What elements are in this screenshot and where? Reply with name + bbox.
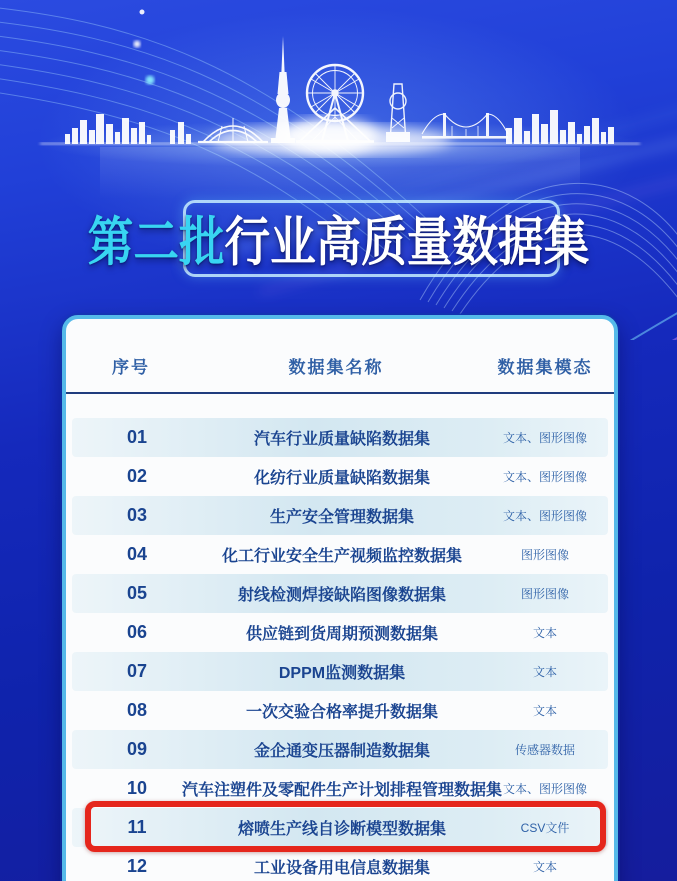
dataset-modality: 文本 (532, 665, 557, 679)
dataset-modality: 文本 (532, 626, 557, 640)
table-row (72, 496, 608, 535)
dataset-modality: 图形图像 (520, 587, 569, 601)
row-index: 01 (126, 427, 148, 447)
row-index: 10 (126, 778, 148, 798)
dataset-modality: 传感器数据 (514, 743, 575, 757)
row-index: 08 (126, 700, 148, 720)
table-row (72, 847, 608, 881)
dataset-modality: 文本、图形图像 (502, 509, 587, 523)
dataset-modality: 文本 (532, 704, 557, 718)
dataset-name: 供应链到货周期预测数据集 (245, 626, 438, 643)
row-index: 09 (126, 739, 148, 759)
dataset-modality: 文本、图形图像 (502, 782, 587, 796)
table-row (72, 652, 608, 691)
header-modality: 数据集模态 (497, 358, 593, 377)
dataset-modality: 文本 (532, 860, 557, 874)
table-row-highlighted (72, 808, 608, 847)
dataset-name: 汽车注塑件及零配件生产计划排程管理数据集 (182, 782, 503, 799)
title-area (0, 190, 677, 286)
table-body (66, 394, 614, 881)
dataset-table-card (62, 315, 618, 881)
table-row (72, 769, 608, 808)
table-row (72, 418, 608, 457)
dataset-name: DPPM监测数据集 (278, 665, 406, 682)
row-index: 04 (126, 544, 148, 564)
dataset-name: 射线检测焊接缺陷图像数据集 (237, 587, 446, 604)
dataset-name: 化纺行业质量缺陷数据集 (253, 470, 430, 487)
table-row (72, 613, 608, 652)
glow-dots (134, 10, 155, 85)
row-index: 03 (126, 505, 148, 525)
table-row (72, 535, 608, 574)
page-title-rest: 行业高质量数据集 (224, 213, 590, 272)
table-row (72, 457, 608, 496)
dataset-name: 工业设备用电信息数据集 (253, 860, 430, 877)
dataset-name: 熔喷生产线自诊断模型数据集 (237, 821, 446, 838)
page-title (47, 190, 629, 286)
dataset-modality: 图形图像 (520, 548, 569, 562)
dataset-modality: 文本、图形图像 (502, 470, 587, 484)
table-row (72, 574, 608, 613)
row-index: 07 (126, 661, 148, 681)
table-header (66, 319, 614, 394)
row-index: 12 (126, 856, 148, 876)
table-row (72, 691, 608, 730)
dataset-modality: 文本、图形图像 (502, 431, 587, 445)
row-index: 11 (127, 817, 147, 837)
row-index: 06 (126, 622, 148, 642)
dataset-name: 生产安全管理数据集 (269, 509, 414, 526)
header-name: 数据集名称 (288, 358, 384, 377)
dataset-name: 化工行业安全生产视频监控数据集 (221, 548, 462, 565)
dataset-name: 汽车行业质量缺陷数据集 (253, 431, 430, 448)
row-index: 02 (126, 466, 148, 486)
dataset-name: 金企通变压器制造数据集 (253, 743, 430, 760)
table-row (72, 730, 608, 769)
page-title-highlight: 第二批 (87, 213, 225, 272)
dataset-modality: CSV文件 (520, 821, 570, 835)
dataset-name: 一次交验合格率提升数据集 (245, 704, 438, 721)
header-index: 序号 (112, 358, 150, 377)
city-skyline-art (0, 0, 677, 340)
row-index: 05 (126, 583, 148, 603)
